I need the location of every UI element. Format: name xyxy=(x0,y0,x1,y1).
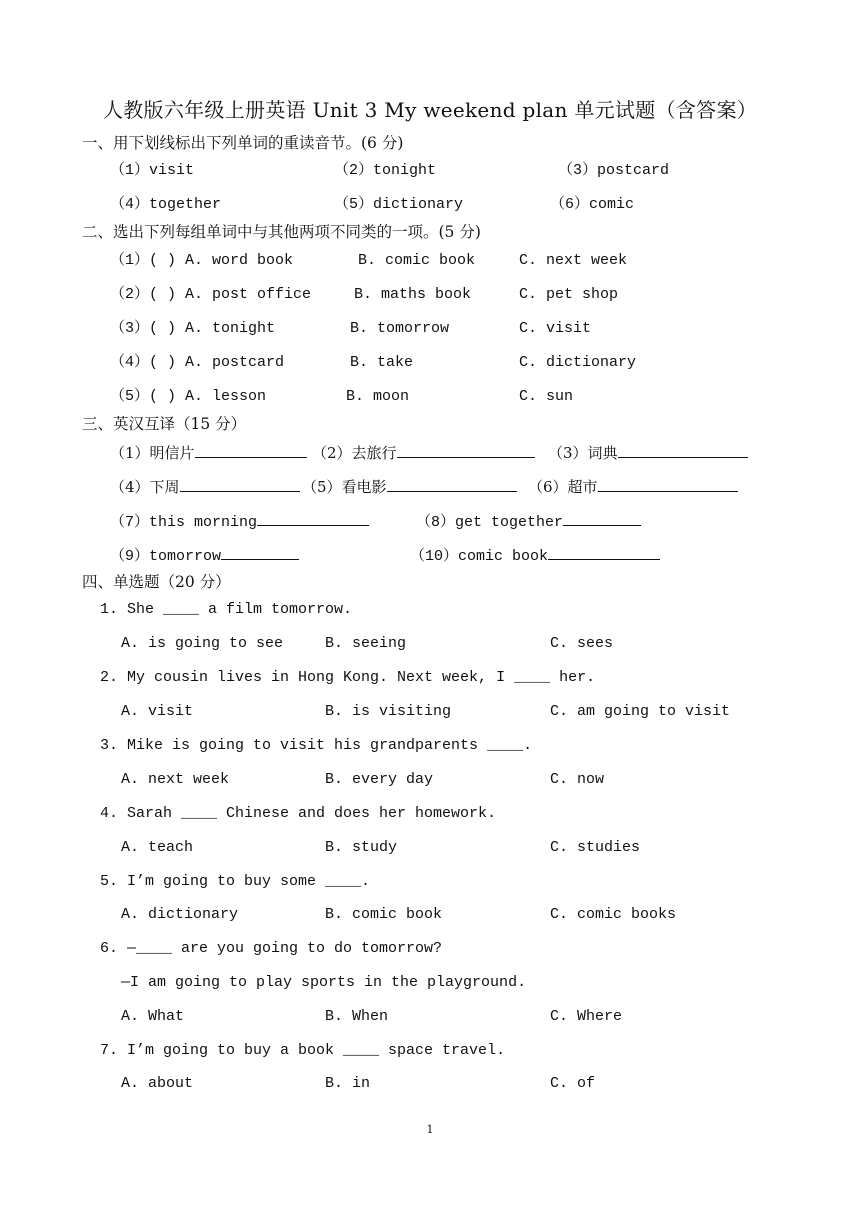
s1-item-5: （5）dictionary xyxy=(334,196,464,213)
q1-option-c[interactable]: C. sees xyxy=(550,635,614,652)
q6-option-b[interactable]: B. When xyxy=(325,1008,389,1025)
q2-option-b[interactable]: B. is visiting xyxy=(325,703,452,720)
page-number: 1 xyxy=(426,1123,434,1136)
s1-item-4: （4）together xyxy=(110,196,222,213)
s1-item-3: （3）postcard xyxy=(558,162,670,179)
answer-blank[interactable] xyxy=(598,477,738,492)
s2-row-2-b: B. maths book xyxy=(354,286,472,303)
q5-stem: 5. I’m going to buy some ____. xyxy=(100,873,371,890)
s3-item-7 xyxy=(110,511,369,533)
q1-option-b[interactable]: B. seeing xyxy=(325,635,407,652)
q3-option-b[interactable]: B. every day xyxy=(325,771,434,788)
q3-option-c[interactable]: C. now xyxy=(550,771,605,788)
q1-option-a[interactable]: A. is going to see xyxy=(121,635,284,652)
section-3-heading: 三、英汉互译（15 分） xyxy=(82,415,247,433)
q3-stem: 3. Mike is going to visit his grandparents ____. xyxy=(100,737,533,754)
s3-item-10 xyxy=(410,545,660,567)
s3-item-2-label: （2）去旅行 xyxy=(312,444,397,462)
q4-option-b[interactable]: B. study xyxy=(325,839,398,856)
answer-blank[interactable] xyxy=(195,443,307,458)
q6-option-a[interactable]: A. What xyxy=(121,1008,185,1025)
s3-item-8 xyxy=(416,511,641,533)
s3-item-4-label: （4）下周 xyxy=(110,478,180,496)
answer-blank[interactable] xyxy=(563,511,641,526)
s1-item-2: （2）tonight xyxy=(334,162,437,179)
q1-stem: 1. She ____ a film tomorrow. xyxy=(100,601,353,618)
q2-option-c[interactable]: C. am going to visit xyxy=(550,703,731,720)
q6-stem-reply: —I am going to play sports in the playground. xyxy=(121,974,527,991)
s3-item-2 xyxy=(312,443,535,463)
s2-row-5-a: （5）( ) A. lesson xyxy=(110,388,267,405)
s3-item-9 xyxy=(110,545,299,567)
s2-row-3-c: C. visit xyxy=(519,320,592,337)
s2-row-3-a: （3）( ) A. tonight xyxy=(110,320,276,337)
s2-row-5-c: C. sun xyxy=(519,388,574,405)
q6-stem: 6. —____ are you going to do tomorrow? xyxy=(100,940,443,957)
s3-item-6-label: （6）超市 xyxy=(528,478,598,496)
s2-row-4-a: （4）( ) A. postcard xyxy=(110,354,285,371)
q6-option-c[interactable]: C. Where xyxy=(550,1008,623,1025)
s3-item-10-label: （10）comic book xyxy=(410,548,549,565)
s3-item-8-label: （8）get together xyxy=(416,514,564,531)
answer-blank[interactable] xyxy=(548,545,660,560)
answer-blank[interactable] xyxy=(257,511,369,526)
s3-item-3 xyxy=(548,443,748,463)
q4-stem: 4. Sarah ____ Chinese and does her homework. xyxy=(100,805,497,822)
q7-option-c[interactable]: C. of xyxy=(550,1075,596,1092)
s3-item-5-label: （5）看电影 xyxy=(302,478,387,496)
q4-option-c[interactable]: C. studies xyxy=(550,839,641,856)
s2-row-1-c: C. next week xyxy=(519,252,628,269)
s2-row-3-b: B. tomorrow xyxy=(350,320,450,337)
s2-row-4-b: B. take xyxy=(350,354,414,371)
s3-item-5 xyxy=(302,477,517,497)
answer-blank[interactable] xyxy=(618,443,748,458)
page-title: 人教版六年级上册英语 Unit 3 My weekend plan 单元试题（含答案） xyxy=(102,98,758,122)
answer-blank[interactable] xyxy=(397,443,535,458)
s3-item-1 xyxy=(110,443,307,463)
q5-option-b[interactable]: B. comic book xyxy=(325,906,443,923)
section-1-heading: 一、用下划线标出下列单词的重读音节。(6 分) xyxy=(82,134,404,152)
q7-stem: 7. I’m going to buy a book ____ space travel. xyxy=(100,1042,506,1059)
s1-item-1: （1）visit xyxy=(110,162,195,179)
s2-row-1-a: （1）( ) A. word book xyxy=(110,252,294,269)
answer-blank[interactable] xyxy=(387,477,517,492)
section-4-heading: 四、单选题（20 分） xyxy=(82,573,231,591)
s2-row-2-c: C. pet shop xyxy=(519,286,619,303)
s3-item-7-label: （7）this morning xyxy=(110,514,258,531)
s3-item-3-label: （3）词典 xyxy=(548,444,618,462)
section-2-heading: 二、选出下列每组单词中与其他两项不同类的一项。(5 分) xyxy=(82,223,481,241)
s2-row-4-c: C. dictionary xyxy=(519,354,637,371)
s2-row-5-b: B. moon xyxy=(346,388,410,405)
answer-blank[interactable] xyxy=(221,545,299,560)
q7-option-a[interactable]: A. about xyxy=(121,1075,194,1092)
q2-option-a[interactable]: A. visit xyxy=(121,703,194,720)
answer-blank[interactable] xyxy=(180,477,300,492)
q5-option-a[interactable]: A. dictionary xyxy=(121,906,239,923)
q2-stem: 2. My cousin lives in Hong Kong. Next week, I ____ her. xyxy=(100,669,596,686)
s3-item-6 xyxy=(528,477,738,497)
s2-row-2-a: （2）( ) A. post office xyxy=(110,286,312,303)
s3-item-1-label: （1）明信片 xyxy=(110,444,195,462)
q4-option-a[interactable]: A. teach xyxy=(121,839,194,856)
q3-option-a[interactable]: A. next week xyxy=(121,771,230,788)
s3-item-9-label: （9）tomorrow xyxy=(110,548,222,565)
s3-item-4 xyxy=(110,477,300,497)
s2-row-1-b: B. comic book xyxy=(358,252,476,269)
q7-option-b[interactable]: B. in xyxy=(325,1075,371,1092)
s1-item-6: （6）comic xyxy=(550,196,635,213)
q5-option-c[interactable]: C. comic books xyxy=(550,906,677,923)
